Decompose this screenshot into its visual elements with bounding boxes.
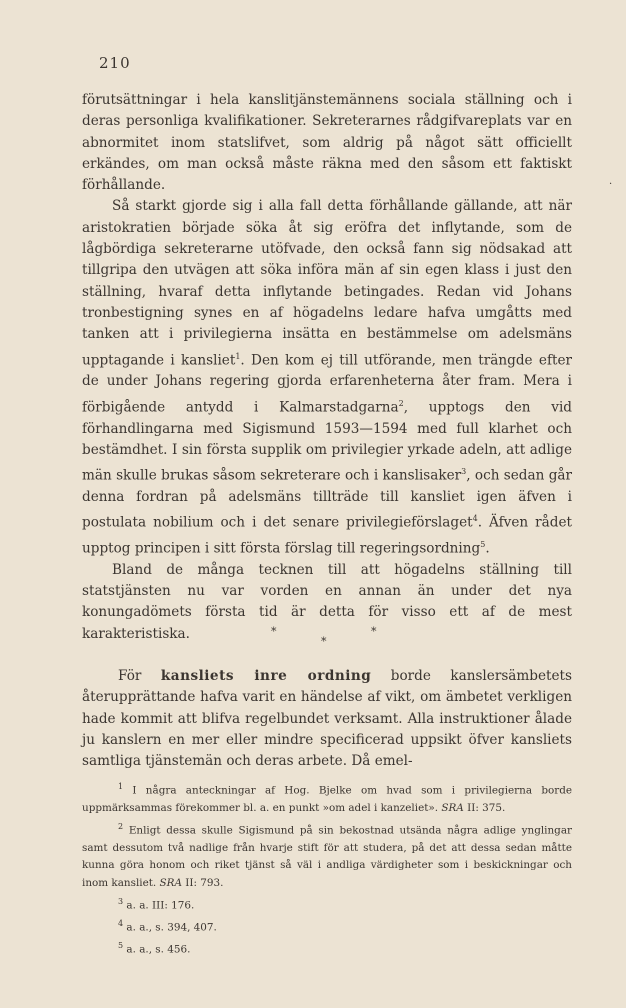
- page-number: 210: [99, 54, 131, 72]
- margin-mark: .: [609, 176, 613, 187]
- footnote-ref-5: 5: [480, 540, 486, 550]
- footnote-4: $^4$ a. a., s. 394, 407.: [118, 918, 217, 934]
- section-2-text: [82, 666, 572, 772]
- footnote-ref-2: 2: [398, 398, 404, 408]
- footnote-2: $^2$ Enligt dessa skulle Sigismund på sin bekostnad utsända några adlige ynglingar samt dessutom två nadlige från hvarje stift för att studera, på det att dessa sedan måtte kunna göra honom och riket tjänst så väl i andliga värdigheter som i beskickningar och inom kansliet. SRA II: 793.: [82, 821, 572, 889]
- footnote-ref-3: 3: [461, 467, 467, 477]
- paragraph-2: Så starkt gjorde sig i alla fall detta förhållande gällande, att när aristokratien började söka åt sig eröfra det inflytande, som de lågbördiga sekreterarne utöfvade, den också fann sig nödsakad att tillgripa den utvägen att söka införa män af sin egen klass i just den ställning, hvaraf detta inflytande betingades. Redan vid Johans tronbestigning synes en af högadelns ledare hafva umgåtts med tanken att i privilegierna insätta en bestämmelse om adelsmäns upptagande i kansliet$^1$. Den kom ej till utförande, men trängde efter de under Johans regering gjorda erfarenheterna åter fram. Mera i förbigående antydd i Kalmarstadgarna$^2$, upptogs den vid förhandlingarna med Sigismund 1593—1594 med full klarhet och bestämdhet. I sin första supplik om privilegier yrkade adeln, att adlige män skulle brukas såsom sekreterare och i kanslisaker$^3$, och sedan går denna fordran på adelsmäns tillträde till kansliet igen äfven i postulata nobilium och i det senare privilegieförslaget$^4$. Äfven rådet upptog principen i sitt första förslag till regeringsordning$^5$.: [82, 198, 572, 557]
- footnote-1: $^1$ I några anteckningar af Hog. Bjelke om hvad som i privilegierna borde uppmärksammas förekommer bl. a. en punkt »om adel i kanzeliet». SRA II: 375.: [82, 782, 572, 815]
- footnote-ref-1: 1: [235, 351, 241, 361]
- section-asterism: [0, 625, 626, 649]
- asterisk-right: *: [371, 625, 377, 638]
- paragraph-1: förutsättningar i hela kanslitjänstemännens sociala ställning och i deras personliga kvalifikationer. Sekreterarnes rådgifvareplats var en abnormitet inom statslifvet, som aldrig på något sätt officiellt erkändes, om man också måste räkna med den såsom ett faktiskt förhållande.: [82, 92, 572, 194]
- section-heading-phrase: kansliets inre ordning: [160, 668, 372, 684]
- footnote-3: $^3$ a. a. III: 176.: [118, 896, 195, 911]
- footnotes: [82, 778, 572, 959]
- footnote-ref-4: 4: [472, 514, 478, 524]
- paragraph-3: Bland de många tecknen till att högadelns ställning till statstjänsten nu var vorden en annan än under det nya konungadömets första tid är detta för visso ett af de mest karakteristiska.: [82, 561, 572, 642]
- main-text: [82, 90, 572, 645]
- asterisk-center: *: [321, 635, 327, 648]
- section-2-paragraph: För kansliets inre ordning borde kanslersämbetets återupprättande hafva varit en händelse af vikt, om ämbetet verkligen hade kommit att blifva regelbundet verksamt. Alla instruktioner ålade ju kanslern en mer eller mindre specificerad uppsikt öfver kansliets samtliga tjänstemän och deras arbete. Då emel-: [82, 668, 572, 770]
- asterisk-left: *: [271, 625, 277, 638]
- footnote-5: $^5$ a. a., s. 456.: [118, 940, 191, 956]
